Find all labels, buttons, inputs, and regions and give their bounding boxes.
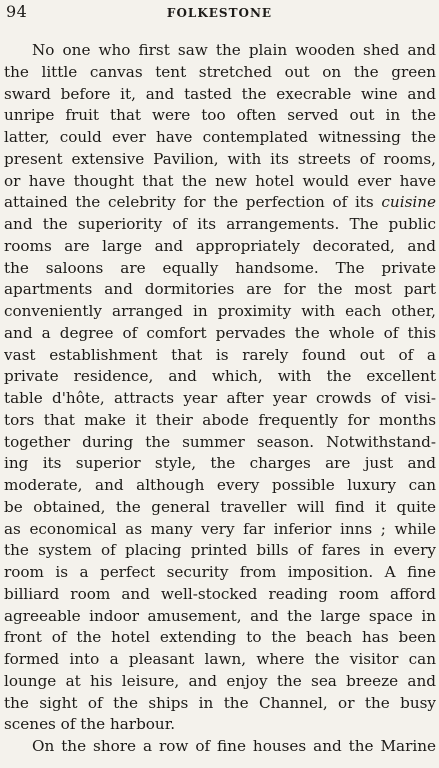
text-line: front of the hotel extending to the beach has been bbox=[4, 628, 436, 647]
text-line: ing its superior style, the charges are just and bbox=[4, 454, 436, 473]
italic-word: cuisine bbox=[381, 193, 436, 212]
text-line: together during the summer season. Notwithstand- bbox=[4, 432, 436, 451]
text-line: rooms are large and appropriately decorated, and bbox=[4, 236, 436, 255]
text-line: conveniently arranged in proximity with each other, bbox=[4, 302, 436, 320]
text-line: be obtained, the general traveller will find it quite bbox=[4, 497, 436, 516]
text-line: scenes of the harbour. bbox=[4, 715, 176, 734]
body-text bbox=[4, 40, 436, 758]
text-line bbox=[4, 192, 436, 214]
running-title: FOLKESTONE bbox=[166, 6, 273, 20]
text-line: room is a perfect security from imposition. A fine bbox=[4, 563, 436, 581]
text-line: the little canvas tent stretched out on the green bbox=[4, 62, 436, 81]
text-line: formed into a pleasant lawn, where the visitor can bbox=[4, 650, 436, 668]
text-line: unripe fruit that were too often served out in the bbox=[4, 106, 436, 125]
text-line: table d'hôte, attracts year after year crowds of visi- bbox=[4, 389, 436, 407]
text-line: sward before it, and tasted the execrable wine and bbox=[4, 84, 436, 103]
text-line: and a degree of comfort pervades the whole of this bbox=[4, 323, 436, 342]
page-header bbox=[0, 0, 439, 30]
text-line: lounge at his leisure, and enjoy the sea breeze and bbox=[4, 671, 436, 690]
text-line: billiard room and well-stocked reading room afford bbox=[4, 584, 436, 603]
text-line: present extensive Pavilion, with its streets of rooms, bbox=[4, 149, 436, 168]
text-line: private residence, and which, with the excellent bbox=[4, 367, 436, 386]
text-line: vast establishment that is rarely found out of a bbox=[4, 345, 436, 364]
text-line: or have thought that the new hotel would ever have bbox=[4, 171, 436, 190]
page-number: 94 bbox=[6, 2, 28, 21]
text-line: and the superiority of its arrangements. The public bbox=[4, 215, 436, 233]
text-line: agreeable indoor amusement, and the large space in bbox=[4, 606, 436, 625]
text-line: the system of placing printed bills of fares in every bbox=[4, 541, 436, 560]
text-line: apartments and dormitories are for the most part bbox=[4, 280, 436, 299]
text-line: No one who first saw the plain wooden shed and bbox=[32, 41, 436, 59]
text-line: On the shore a row of fine houses and the Marine bbox=[32, 737, 436, 755]
text-line: the saloons are equally handsome. The private bbox=[4, 258, 436, 277]
text-line: as economical as many very far inferior inns ; while bbox=[4, 519, 436, 538]
text-line: the sight of the ships in the Channel, or the busy bbox=[4, 693, 436, 712]
text-line: tors that make it their abode frequently for months bbox=[4, 410, 436, 429]
text-line: latter, could ever have contemplated witnessing the bbox=[4, 128, 436, 146]
text-line: moderate, and although every possible luxury can bbox=[4, 476, 436, 494]
text-segment: attained the celebrity for the perfection of its bbox=[4, 193, 374, 212]
